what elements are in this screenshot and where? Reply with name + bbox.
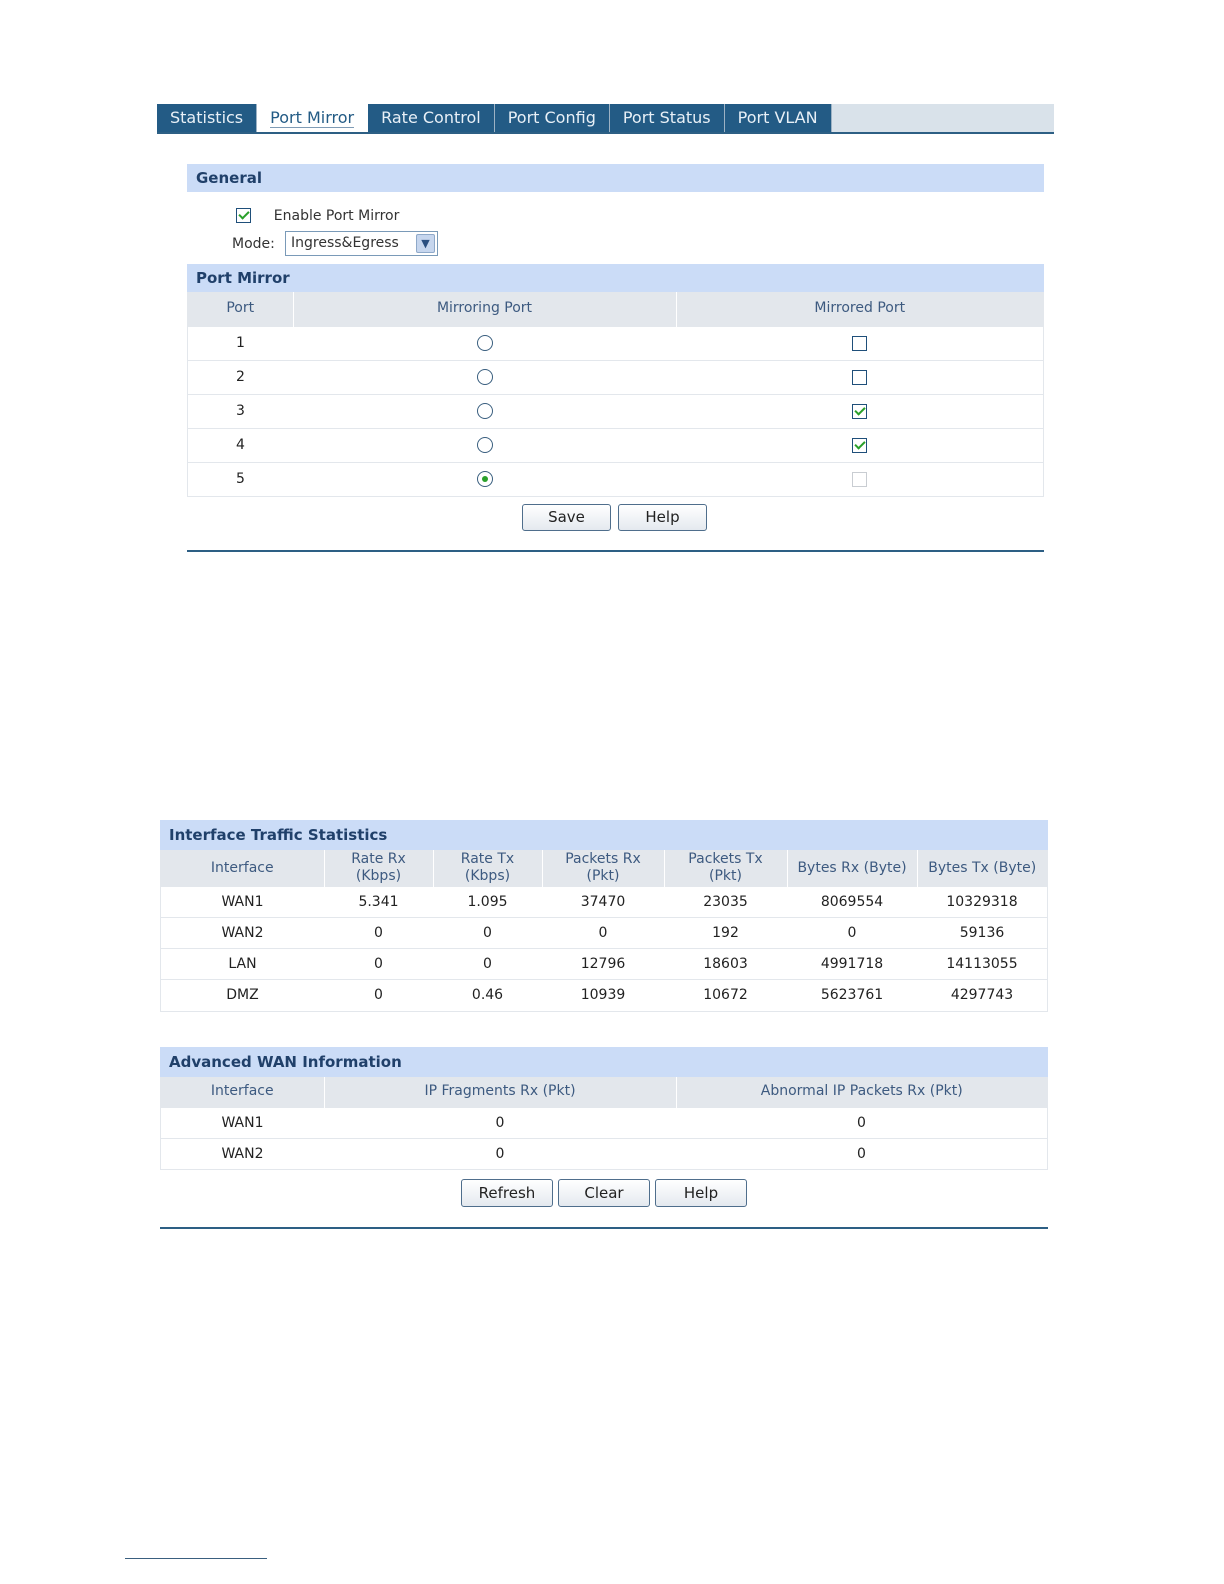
stat-value: 4297743 xyxy=(917,980,1047,1011)
mirroring-port-radio[interactable] xyxy=(477,403,493,419)
table-row xyxy=(188,428,1043,462)
port-mirror-header-row xyxy=(188,292,1043,326)
column-header-interface: Interface xyxy=(161,1077,324,1107)
advanced-header-row xyxy=(161,1077,1047,1107)
stat-value: 23035 xyxy=(664,887,787,918)
stat-value: 4991718 xyxy=(787,949,917,980)
stat-value: 10939 xyxy=(542,980,664,1011)
mirroring-port-cell xyxy=(293,360,676,394)
stat-value: 0 xyxy=(433,949,542,980)
tab-port-vlan[interactable] xyxy=(725,104,832,132)
port-mirror-title: Port Mirror xyxy=(196,269,290,287)
column-header-mirrored-port: Mirrored Port xyxy=(676,292,1043,326)
port-number: 1 xyxy=(188,326,293,360)
stat-value: 14113055 xyxy=(917,949,1047,980)
save-button[interactable]: Save xyxy=(522,504,611,531)
column-header-packets-tx-pkt: Packets Tx (Pkt) xyxy=(664,850,787,887)
port-mirror-section-header xyxy=(187,264,1044,292)
mode-select[interactable] xyxy=(285,231,438,256)
mirrored-port-checkbox[interactable] xyxy=(852,370,867,385)
footnote-rule xyxy=(125,1558,267,1559)
mirrored-port-checkbox xyxy=(852,472,867,487)
traffic-table-wrap xyxy=(160,850,1048,1012)
tab-label: Port Status xyxy=(622,108,711,127)
stat-value: 0 xyxy=(324,1138,676,1169)
advanced-section-header xyxy=(160,1047,1048,1077)
stat-value: 0 xyxy=(676,1107,1047,1138)
column-header-packets-rx-pkt: Packets Rx (Pkt) xyxy=(542,850,664,887)
mirrored-port-cell xyxy=(676,360,1043,394)
enable-port-mirror-row xyxy=(236,206,399,224)
port-number: 5 xyxy=(188,462,293,496)
stat-value: 5.341 xyxy=(324,887,433,918)
mirrored-port-cell xyxy=(676,326,1043,360)
port-number: 4 xyxy=(188,428,293,462)
section-divider xyxy=(187,550,1044,552)
tab-port-config[interactable] xyxy=(495,104,610,132)
mirrored-port-cell xyxy=(676,428,1043,462)
traffic-table xyxy=(161,850,1047,1011)
mirroring-port-cell xyxy=(293,462,676,496)
help-button[interactable]: Help xyxy=(618,504,707,531)
stat-value: 10329318 xyxy=(917,887,1047,918)
mirrored-port-cell xyxy=(676,462,1043,496)
stat-value: 0.46 xyxy=(433,980,542,1011)
column-header-bytes-rx-byte: Bytes Rx (Byte) xyxy=(787,850,917,887)
refresh-button[interactable]: Refresh xyxy=(461,1179,553,1207)
traffic-section-header xyxy=(160,820,1048,850)
table-row xyxy=(161,887,1047,918)
stat-value: 10672 xyxy=(664,980,787,1011)
tab-bar xyxy=(157,104,1054,134)
interface-name: LAN xyxy=(161,949,324,980)
table-row xyxy=(161,1107,1047,1138)
mirroring-port-radio[interactable] xyxy=(477,471,493,487)
column-header-mirroring-port: Mirroring Port xyxy=(293,292,676,326)
traffic-header-row xyxy=(161,850,1047,887)
clear-button[interactable]: Clear xyxy=(558,1179,650,1207)
tab-label: Port Mirror xyxy=(270,108,355,127)
table-row xyxy=(188,462,1043,496)
advanced-table xyxy=(161,1077,1047,1169)
port-number: 2 xyxy=(188,360,293,394)
table-row xyxy=(188,394,1043,428)
stat-value: 0 xyxy=(676,1138,1047,1169)
column-header-interface: Interface xyxy=(161,850,324,887)
column-header-rate-rx-kbps: Rate Rx (Kbps) xyxy=(324,850,433,887)
advanced-table-wrap xyxy=(160,1077,1048,1170)
mirroring-port-cell xyxy=(293,394,676,428)
mirroring-port-radio[interactable] xyxy=(477,369,493,385)
advanced-title: Advanced WAN Information xyxy=(169,1053,402,1071)
interface-name: WAN1 xyxy=(161,1107,324,1138)
tab-label: Rate Control xyxy=(381,108,481,127)
table-row xyxy=(161,980,1047,1011)
enable-port-mirror-checkbox[interactable] xyxy=(236,208,251,223)
stat-value: 0 xyxy=(787,918,917,949)
stat-value: 59136 xyxy=(917,918,1047,949)
column-header-bytes-tx-byte: Bytes Tx (Byte) xyxy=(917,850,1047,887)
tab-label: Statistics xyxy=(170,108,244,127)
tab-label: Port VLAN xyxy=(737,108,818,127)
mirrored-port-checkbox[interactable] xyxy=(852,336,867,351)
column-header-ip-fragments-rx-pkt: IP Fragments Rx (Pkt) xyxy=(324,1077,676,1107)
column-header-rate-tx-kbps: Rate Tx (Kbps) xyxy=(433,850,542,887)
port-mirror-table-wrap xyxy=(187,292,1044,497)
stat-value: 0 xyxy=(542,918,664,949)
port-number: 3 xyxy=(188,394,293,428)
traffic-title: Interface Traffic Statistics xyxy=(169,826,388,844)
general-title: General xyxy=(196,169,262,187)
interface-name: WAN2 xyxy=(161,918,324,949)
stats-help-button[interactable]: Help xyxy=(655,1179,747,1207)
stat-value: 37470 xyxy=(542,887,664,918)
mirroring-port-radio[interactable] xyxy=(477,335,493,351)
chevron-down-icon[interactable]: ▼ xyxy=(416,234,435,253)
stat-value: 0 xyxy=(433,918,542,949)
enable-port-mirror-label: Enable Port Mirror xyxy=(273,207,400,224)
mirroring-port-cell xyxy=(293,428,676,462)
stat-value: 0 xyxy=(324,949,433,980)
interface-name: WAN2 xyxy=(161,1138,324,1169)
tab-rate-control[interactable] xyxy=(368,104,495,132)
stat-value: 8069554 xyxy=(787,887,917,918)
stat-value: 192 xyxy=(664,918,787,949)
stat-value: 0 xyxy=(324,980,433,1011)
table-row xyxy=(188,360,1043,394)
column-header-port: Port xyxy=(188,292,293,326)
mirrored-port-checkbox[interactable] xyxy=(852,438,867,453)
stat-value: 0 xyxy=(324,918,433,949)
table-row xyxy=(161,949,1047,980)
tab-port-mirror[interactable] xyxy=(257,104,368,132)
stat-value: 5623761 xyxy=(787,980,917,1011)
mirrored-port-checkbox[interactable] xyxy=(852,404,867,419)
general-section-header xyxy=(187,164,1044,192)
stat-value: 18603 xyxy=(664,949,787,980)
interface-name: DMZ xyxy=(161,980,324,1011)
mirroring-port-radio[interactable] xyxy=(477,437,493,453)
mirroring-port-cell xyxy=(293,326,676,360)
tab-list xyxy=(157,104,1054,132)
stat-value: 1.095 xyxy=(433,887,542,918)
stat-value: 0 xyxy=(324,1107,676,1138)
section-divider xyxy=(160,1227,1048,1229)
mode-label: Mode: xyxy=(232,236,275,252)
column-header-abnormal-ip-packets-rx-pkt: Abnormal IP Packets Rx (Pkt) xyxy=(676,1077,1047,1107)
mode-select-value: Ingress&Egress xyxy=(291,235,399,251)
interface-name: WAN1 xyxy=(161,887,324,918)
tab-port-status[interactable] xyxy=(610,104,725,132)
tab-statistics[interactable] xyxy=(157,104,257,132)
stat-value: 12796 xyxy=(542,949,664,980)
port-mirror-table xyxy=(188,292,1043,496)
table-row xyxy=(161,918,1047,949)
table-row xyxy=(188,326,1043,360)
mirrored-port-cell xyxy=(676,394,1043,428)
table-row xyxy=(161,1138,1047,1169)
tab-label: Port Config xyxy=(507,108,596,127)
